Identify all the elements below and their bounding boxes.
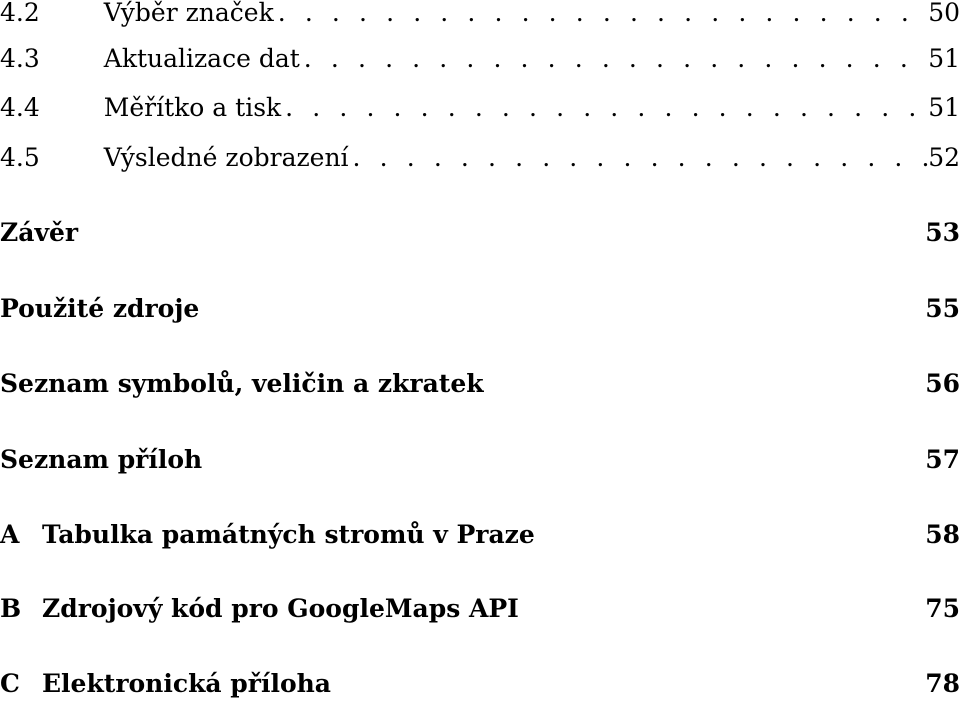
toc-entry-4-5[interactable] — [0, 141, 960, 175]
appendix-letter: A — [0, 520, 20, 549]
toc-entry-seznam-priloh[interactable] — [0, 443, 960, 477]
toc-entry-4-2[interactable] — [0, 0, 960, 30]
page-number: 75 — [925, 594, 960, 623]
page-number: 78 — [925, 669, 960, 698]
toc-entry-zaver[interactable] — [0, 216, 960, 250]
appendix-title: Zdrojový kód pro GoogleMaps API — [42, 594, 519, 623]
appendix-letter: C — [0, 669, 20, 698]
toc-entry-appendix-c[interactable] — [0, 667, 960, 701]
page-number: 56 — [925, 369, 960, 398]
section-title: Aktualizace dat — [103, 44, 300, 73]
page-number: 55 — [925, 294, 960, 323]
page-number: 53 — [925, 218, 960, 247]
chapter-title: Seznam symbolů, veličin a zkratek — [0, 369, 484, 398]
page-number: 58 — [925, 520, 960, 549]
dot-leader — [349, 141, 929, 175]
appendix-letter: B — [0, 594, 22, 623]
page-number: 51 — [928, 93, 960, 122]
dot-leader — [300, 42, 928, 76]
toc-entry-appendix-b[interactable] — [0, 592, 960, 626]
section-title: Měřítko a tisk — [103, 93, 282, 122]
toc-entry-4-3[interactable] — [0, 42, 960, 76]
page-number: 52 — [928, 143, 960, 172]
section-title: Výběr značek — [103, 0, 274, 27]
dot-leader — [274, 0, 928, 30]
dot-leader — [281, 91, 928, 125]
section-title: Výsledné zobrazení — [103, 143, 349, 172]
appendix-title: Tabulka památných stromů v Praze — [42, 520, 535, 549]
toc-entry-appendix-a[interactable] — [0, 518, 960, 552]
toc-entry-pouzite-zdroje[interactable] — [0, 292, 960, 326]
section-number: 4.4 — [0, 93, 40, 122]
chapter-title: Závěr — [0, 218, 79, 247]
toc-entry-seznam-symbolu[interactable] — [0, 367, 960, 401]
appendix-title: Elektronická příloha — [42, 669, 331, 698]
section-number: 4.2 — [0, 0, 40, 27]
chapter-title: Seznam příloh — [0, 445, 203, 474]
section-number: 4.5 — [0, 143, 40, 172]
page-number: 50 — [928, 0, 960, 27]
page-number: 51 — [928, 44, 960, 73]
chapter-title: Použité zdroje — [0, 294, 200, 323]
page-number: 57 — [925, 445, 960, 474]
section-number: 4.3 — [0, 44, 40, 73]
toc-entry-4-4[interactable] — [0, 91, 960, 125]
